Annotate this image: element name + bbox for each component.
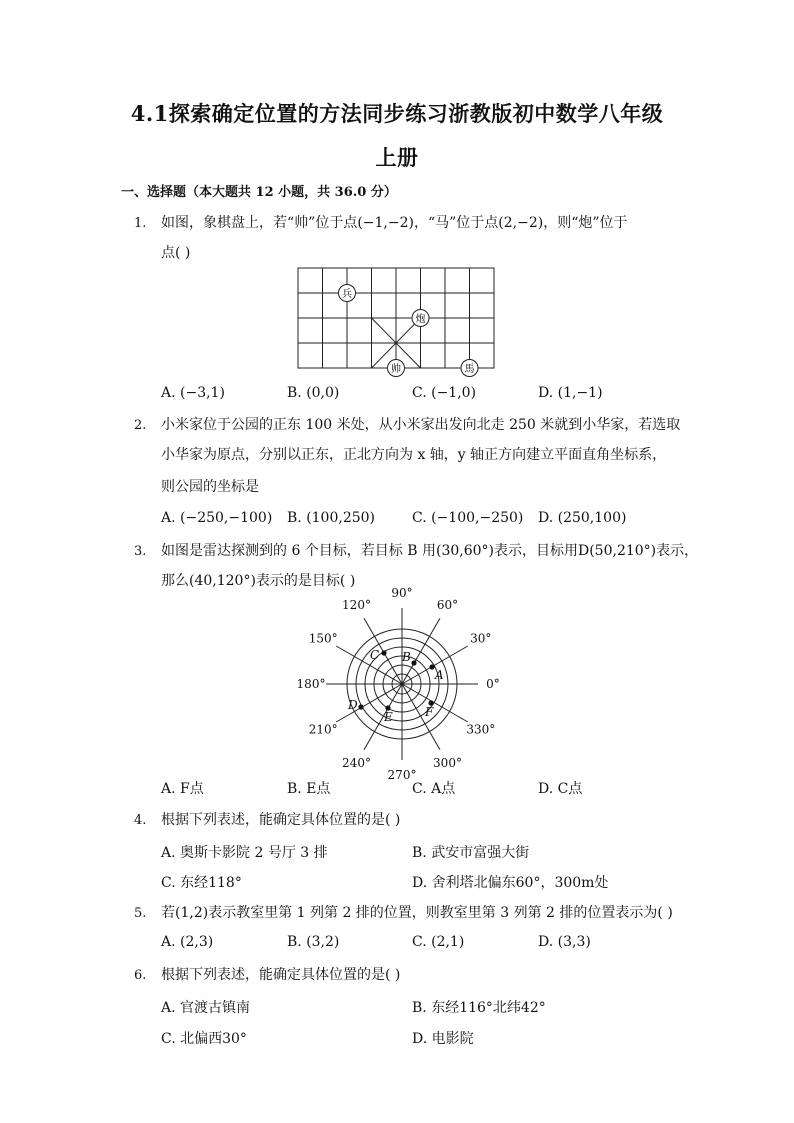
- q4-option-c: C. 东经118°: [161, 875, 242, 891]
- question-text: 如图，象棋盘上，若“帅”位于点(−1,−2)，“马”位于点(2,−2)，则“炮”位于: [161, 215, 628, 231]
- question-text: 根据下列表述，能确定具体位置的是( ): [161, 967, 401, 983]
- section-heading: 一、选择题（本大题共 12 小题，共 36.0 分）: [121, 185, 397, 200]
- question-text: 若(1,2)表示教室里第 1 列第 2 排的位置，则教室里第 3 列第 2 排的位置表示为( ): [161, 905, 673, 921]
- board-grid: [298, 268, 494, 368]
- radar-angle-label-330: 330°: [466, 722, 496, 737]
- radar-angle-label-300: 300°: [433, 755, 462, 770]
- radar-angle-label-180: 180°: [296, 677, 326, 691]
- q3-option-a: A. F点: [161, 781, 204, 797]
- q3-option-b: B. E点: [287, 781, 331, 797]
- radar-angle-label-240: 240°: [342, 755, 371, 770]
- question-3: [134, 536, 698, 567]
- piece-bing: [339, 285, 356, 302]
- q4-option-d: D. 舍利塔北偏东60°，300m处: [412, 875, 609, 891]
- piece-ma: [461, 360, 478, 377]
- q6-option-a: A. 官渡古镇南: [161, 1000, 251, 1016]
- q2-option-b: B. (100,250): [287, 510, 376, 526]
- q6-option-b: B. 东经116°北纬42°: [412, 1000, 546, 1016]
- question-2-line3: 则公园的坐标是: [161, 479, 259, 495]
- radar-angle-label-30: 30°: [470, 631, 492, 646]
- target-a-dot: [429, 664, 434, 669]
- chess-board-figure: [296, 265, 500, 378]
- question-number: 6.: [134, 968, 147, 983]
- question-number: 2.: [134, 418, 147, 433]
- q6-option-c: C. 北偏西30°: [161, 1031, 247, 1047]
- target-a-label: A: [435, 668, 444, 682]
- q1-option-b: B. (0,0): [287, 385, 340, 401]
- target-c-label: C: [370, 648, 380, 662]
- q5-option-b: B. (3,2): [287, 934, 340, 950]
- question-1-line2: 点( ): [161, 245, 191, 261]
- question-text: 如图是雷达探测到的 6 个目标，若目标 B 用(30,60°)表示，目标用D(50,210°)表示，: [161, 543, 699, 559]
- q4-option-a: A. 奥斯卡影院 2 号厅 3 排: [161, 845, 328, 861]
- q2-option-a: A. (−250,−100): [161, 510, 273, 526]
- target-b-label: B: [402, 650, 411, 664]
- target-d-label: D: [348, 698, 358, 712]
- radar-angle-label-60: 60°: [436, 598, 459, 613]
- question-6: [134, 960, 400, 991]
- q1-option-d: D. (1,−1): [538, 385, 603, 401]
- question-text: 小米家位于公园的正东 100 米处，从小米家出发向北走 250 米就到小华家，若选取: [161, 417, 681, 433]
- q3-option-c: C. A点: [412, 781, 456, 797]
- q6-option-d: D. 电影院: [412, 1031, 474, 1047]
- target-d-dot: [358, 704, 363, 709]
- q2-option-d: D. (250,100): [538, 510, 627, 526]
- q5-option-c: C. (2,1): [412, 934, 465, 950]
- target-b-dot: [411, 660, 416, 665]
- radar-angle-label-120: 120°: [342, 598, 371, 613]
- q4-option-b: B. 武安市富强大街: [412, 845, 530, 861]
- piece-shuai-label: 帅: [391, 364, 401, 375]
- radar-figure: [296, 586, 500, 782]
- question-4: [134, 805, 400, 836]
- q1-option-c: C. (−1,0): [412, 385, 477, 401]
- question-number: 5.: [134, 906, 147, 921]
- q5-option-d: D. (3,3): [538, 934, 591, 950]
- page-title-line1: 4.1探索确定位置的方法同步练习浙教版初中数学八年级: [130, 101, 664, 126]
- target-e-label: E: [384, 710, 393, 724]
- question-2: [134, 410, 680, 441]
- question-2-line2: 小华家为原点，分别以正东，正北方向为 x 轴，y 轴正方向建立平面直角坐标系，: [161, 447, 667, 463]
- radar-angle-label-90: 90°: [391, 586, 413, 600]
- question-5: [134, 898, 673, 929]
- question-number: 1.: [134, 216, 147, 231]
- radar-angle-label-150: 150°: [308, 631, 338, 646]
- q1-option-a: A. (−3,1): [161, 385, 225, 401]
- piece-bing-label: 兵: [342, 289, 352, 300]
- target-c-dot: [381, 650, 386, 655]
- question-number: 4.: [134, 813, 147, 828]
- radar-spokes: [326, 608, 478, 760]
- radar-angle-label-270: 270°: [387, 768, 417, 782]
- radar-angle-label-210: 210°: [308, 722, 338, 737]
- q5-option-a: A. (2,3): [161, 934, 214, 950]
- question-1: [134, 208, 628, 239]
- question-3-line2: 那么(40,120°)表示的是目标( ): [161, 573, 356, 589]
- piece-pao: [412, 310, 429, 327]
- question-text: 根据下列表述，能确定具体位置的是( ): [161, 812, 401, 828]
- page-title-line2: 上册: [375, 145, 419, 170]
- q3-option-d: D. C点: [538, 781, 583, 797]
- piece-ma-label: 馬: [464, 364, 475, 375]
- piece-shuai: [388, 360, 405, 377]
- q2-option-c: C. (−100,−250): [412, 510, 524, 526]
- piece-pao-label: 炮: [415, 314, 426, 325]
- question-number: 3.: [134, 544, 147, 559]
- target-f-label: F: [425, 705, 434, 719]
- radar-angle-label-0: 0°: [486, 677, 500, 691]
